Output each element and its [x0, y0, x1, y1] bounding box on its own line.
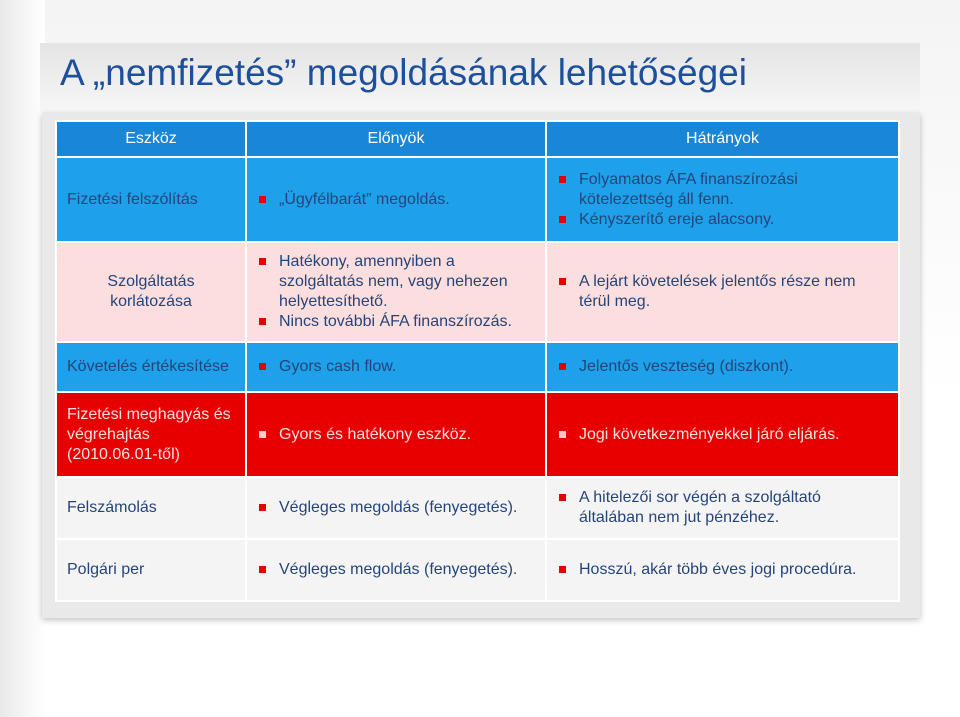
tool-cell: Szolgáltatás korlátozása [56, 242, 246, 342]
pros-cell [246, 477, 546, 539]
table-row [56, 157, 899, 242]
list-item: Végleges megoldás (fenyegetés). [257, 498, 535, 518]
list-item: Hosszú, akár több éves jogi procedúra. [557, 560, 888, 580]
pros-cell [246, 242, 546, 342]
table-row [56, 477, 899, 539]
list-item: Folyamatos ÁFA finanszírozási kötelezettség áll fenn. [557, 170, 888, 210]
tool-cell: Polgári per [56, 539, 246, 601]
tool-cell: Fizetési felszólítás [56, 157, 246, 242]
cons-cell [546, 392, 899, 477]
cons-cell [546, 539, 899, 601]
pros-cell [246, 539, 546, 601]
header-tool: Eszköz [56, 121, 246, 157]
list-item: A lejárt követelések jelentős része nem térül meg. [557, 272, 888, 312]
cons-cell [546, 157, 899, 242]
list-item: A hitelezői sor végén a szolgáltató általában nem jut pénzéhez. [557, 488, 888, 528]
list-item: Jogi következményekkel járó eljárás. [557, 425, 888, 445]
tool-cell: Követelés értékesítése [56, 342, 246, 392]
table-header-row [56, 121, 899, 157]
list-item: Kényszerítő ereje alacsony. [557, 210, 888, 230]
tool-cell: Felszámolás [56, 477, 246, 539]
comparison-table [55, 120, 900, 602]
list-item: Nincs további ÁFA finanszírozás. [257, 312, 535, 332]
header-pros: Előnyök [246, 121, 546, 157]
pros-cell [246, 342, 546, 392]
pros-cell [246, 157, 546, 242]
list-item: „Ügyfélbarát” megoldás. [257, 190, 535, 210]
list-item: Gyors és hatékony eszköz. [257, 425, 535, 445]
header-cons: Hátrányok [546, 121, 899, 157]
table-row [56, 392, 899, 477]
slide-title: A „nemfizetés” megoldásának lehetőségei [60, 52, 747, 93]
table-row [56, 539, 899, 601]
cons-cell [546, 342, 899, 392]
list-item: Gyors cash flow. [257, 357, 535, 377]
background-left-shade [0, 0, 45, 717]
cons-cell [546, 477, 899, 539]
table-row [56, 242, 899, 342]
tool-cell: Fizetési meghagyás és végrehajtás (2010.06.01-től) [56, 392, 246, 477]
list-item: Végleges megoldás (fenyegetés). [257, 560, 535, 580]
pros-cell [246, 392, 546, 477]
list-item: Jelentős veszteség (diszkont). [557, 357, 888, 377]
cons-cell [546, 242, 899, 342]
table-row [56, 342, 899, 392]
list-item: Hatékony, amennyiben a szolgáltatás nem, vagy nehezen helyettesíthető. [257, 252, 535, 312]
